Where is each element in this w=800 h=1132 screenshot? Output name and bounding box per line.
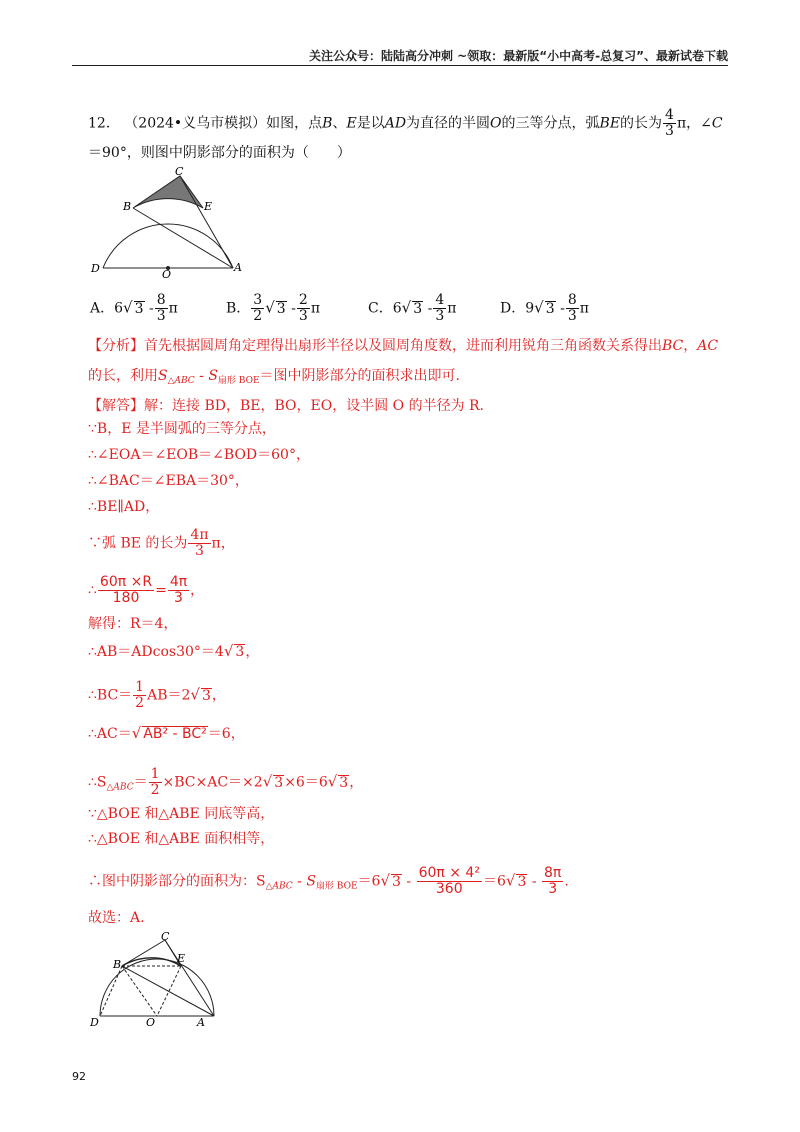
radical-sign: √: [380, 871, 390, 890]
solution-line-13: ∵△BOE 和△ABE 同底等高，: [88, 806, 275, 822]
minus-sign: -: [291, 300, 296, 317]
semicircle-arc: [103, 224, 233, 268]
fraction: [433, 293, 446, 324]
solution-line-6: [88, 528, 235, 559]
pi-symbol: π: [168, 300, 178, 317]
radical-sign: √: [190, 685, 200, 704]
q-text: O: [490, 115, 502, 132]
label-o: O: [162, 268, 172, 280]
solution-text: ×6＝6: [284, 774, 328, 791]
radicand: 3: [545, 300, 555, 317]
radicand: 3: [517, 873, 527, 890]
denominator: 3: [665, 123, 674, 139]
fraction: [542, 866, 563, 897]
radicand: 3: [392, 873, 401, 890]
fraction: [188, 528, 210, 559]
solution-line-4: ∴∠BAC＝∠EBA＝30°，: [88, 473, 249, 489]
solution-line-2: ∵B，E 是半圆弧的三等分点，: [88, 421, 276, 437]
fraction: [566, 293, 579, 324]
q-text: （2024•义乌市模拟）如图，点: [124, 115, 323, 132]
analysis-text: BC: [662, 338, 684, 354]
fraction: [98, 575, 154, 606]
solution-line-9: [88, 642, 259, 661]
solution-text: ∴S: [88, 774, 107, 791]
option-d[interactable]: [500, 293, 589, 324]
numerator: 8: [156, 292, 166, 308]
segment-ba: [133, 208, 233, 268]
option-coef: 6: [114, 300, 124, 317]
denominator: 2: [150, 782, 160, 798]
question-line-2: ＝90°，则图中阴影部分的面积为（ ）: [88, 145, 351, 161]
solution-text: ＝6，: [207, 726, 245, 742]
q-text: BE: [599, 115, 621, 132]
fraction: [149, 767, 162, 798]
option-b[interactable]: [226, 293, 320, 324]
question-number: 12．: [88, 115, 120, 132]
numerator: 4: [435, 292, 445, 308]
analysis-line-2: [88, 367, 460, 390]
analysis-text: ，: [683, 338, 698, 354]
option-label: D．: [500, 300, 526, 317]
radical-sign: √: [223, 642, 234, 660]
solution-text: ，: [211, 687, 226, 704]
q-text: B: [322, 115, 333, 132]
minus-sign: -: [427, 300, 433, 317]
denominator: 2: [135, 695, 145, 711]
pi-symbol: π: [579, 300, 589, 317]
denominator: 3: [174, 590, 183, 606]
denominator: 360: [435, 881, 463, 897]
solution-line-1: [88, 397, 484, 415]
fraction: [133, 680, 146, 711]
option-label: A．: [90, 300, 115, 317]
numerator: 4π: [190, 527, 209, 543]
numerator: 60π × 4²: [418, 865, 480, 881]
solution-text: ＝6: [357, 873, 381, 890]
analysis-text: S: [158, 368, 168, 384]
denominator: 180: [112, 590, 140, 606]
q-text: 的三等分点，弧: [501, 115, 600, 132]
label-d: D: [91, 262, 100, 275]
page-header: 关注公众号：陆陆高分冲刺 ~领取：最新版“小中高考-总复习”、最新试卷下载: [309, 49, 728, 63]
analysis-text: 的长，利用: [88, 368, 158, 384]
radical-sign: √: [131, 724, 142, 742]
label-e: E: [177, 952, 186, 965]
fraction: [168, 575, 189, 606]
numerator: 8π: [544, 865, 562, 881]
solution-line-7: [88, 575, 204, 606]
radicand: 3: [134, 300, 144, 317]
question-line-1: [88, 108, 723, 139]
solution-text: ∴BC＝: [88, 687, 133, 704]
fraction: [155, 293, 168, 324]
radical-sign: √: [505, 871, 516, 890]
fraction: [297, 293, 310, 324]
solution-text: ∴AB＝ADcos30°＝4: [88, 644, 224, 660]
radical-sign: √: [262, 772, 273, 791]
solution-line-11: [88, 724, 245, 743]
solution-text: ∵弧 BE 的长为: [88, 535, 188, 552]
solution-text: ＝6: [482, 873, 506, 890]
label-d: D: [90, 1016, 99, 1028]
segment-eo: [157, 966, 181, 1016]
denominator: 3: [435, 308, 445, 324]
solution-text: 解：连接 BD，BE，BO，EO，设半圆 O 的半径为 R.: [144, 398, 485, 414]
option-coef: 6: [392, 300, 402, 317]
solution-text: ∴图中阴影部分的面积为：S: [88, 873, 266, 890]
radicand: 3: [201, 687, 211, 704]
analysis-text: 首先根据圆周角定理得出扇形半径以及圆周角度数，进而利用锐角三角函数关系得出: [144, 338, 662, 354]
solution-figure: [85, 928, 225, 1028]
subscript: △ABC: [106, 782, 134, 793]
label-e: E: [204, 200, 213, 213]
fraction: [417, 866, 482, 897]
solution-text: AB＝2: [147, 687, 191, 704]
option-label: B．: [226, 300, 251, 317]
pi-symbol: π: [310, 300, 321, 317]
radical-sign: √: [265, 298, 275, 317]
solution-text: ∴AC＝: [88, 726, 132, 742]
solution-text: ＝: [133, 774, 148, 791]
denominator: 3: [548, 881, 558, 897]
analysis-text: AC: [697, 338, 719, 354]
option-c[interactable]: [368, 293, 456, 324]
radicand: 3: [276, 300, 286, 317]
radicand: 3: [339, 774, 349, 791]
denominator: 2: [253, 308, 263, 324]
solution-text: ∴: [88, 582, 97, 599]
analysis-text: ＝图中阴影部分的面积求出即可.: [259, 368, 460, 384]
shaded-region: [133, 176, 203, 208]
numerator: 4π: [169, 574, 188, 590]
analysis-line-1: [88, 337, 718, 355]
solution-line-5: ∴BE∥AD，: [88, 499, 160, 515]
denominator: 3: [298, 308, 308, 324]
solution-line-16: 故选：A.: [88, 910, 145, 926]
question-figure: [85, 165, 245, 280]
page-number: 92: [72, 1070, 86, 1083]
solution-text: ×BC×AC＝×2: [162, 774, 263, 791]
denominator: 3: [195, 543, 204, 559]
fraction: [663, 108, 676, 139]
label-b: B: [123, 200, 132, 213]
fraction: [251, 293, 264, 324]
option-label: C．: [368, 300, 393, 317]
solution-text: =: [155, 582, 167, 599]
subscript: △ABC: [265, 881, 293, 892]
solution-line-14: ∴△BOE 和△ABE 面积相等，: [88, 831, 275, 847]
label-b: B: [113, 958, 122, 971]
solution-text: ，: [190, 582, 205, 599]
solution-line-8: 解得：R＝4，: [88, 616, 178, 632]
q-text: 是以: [356, 115, 385, 132]
q-text: E: [346, 115, 357, 132]
label-o: O: [146, 1016, 156, 1028]
radical-sign: √: [534, 298, 544, 317]
label-c: C: [175, 165, 184, 178]
segment-ba: [122, 966, 214, 1016]
solution-text: π，: [211, 535, 235, 552]
radicand: 3: [274, 774, 284, 791]
solution-text: ，: [245, 644, 260, 660]
subscript: 扇形 BOE: [217, 376, 260, 386]
numerator: 3: [253, 292, 263, 308]
numerator: 1: [135, 679, 145, 695]
q-text: AD: [384, 115, 407, 132]
subscript: △ABC: [167, 376, 195, 386]
solution-line-12: [88, 767, 363, 798]
option-a[interactable]: [90, 293, 178, 324]
solution-text: -: [527, 873, 542, 890]
option-coef: 9: [525, 300, 535, 317]
radicand: 3: [235, 644, 245, 660]
solution-line-3: ∴∠EOA＝∠EOB＝∠BOD＝60°，: [88, 447, 310, 463]
radicand: 3: [413, 300, 423, 317]
analysis-tag: 【分析】: [88, 338, 144, 354]
segment-ca: [180, 176, 233, 268]
q-text: C: [711, 115, 723, 132]
minus-sign: -: [560, 300, 565, 317]
minus-sign: -: [148, 300, 154, 317]
radical-sign: √: [327, 772, 338, 791]
q-text: 为直径的半圆: [406, 115, 491, 132]
q-text: 、: [332, 115, 347, 132]
segment-ca: [165, 940, 214, 1016]
numerator: 4: [665, 107, 674, 123]
label-a: A: [234, 261, 242, 274]
subscript: 扇形 BOE: [315, 881, 358, 892]
numerator: 8: [567, 292, 577, 308]
solution-text: .: [564, 873, 569, 890]
segment-bo: [122, 966, 157, 1016]
solution-line-15: [88, 866, 569, 897]
solution-tag: 【解答】: [88, 398, 144, 414]
label-a: A: [197, 1016, 205, 1028]
radical-sign: √: [401, 298, 412, 317]
denominator: 3: [567, 308, 577, 324]
solution-text: ，: [349, 774, 364, 791]
q-text: ，∠: [686, 115, 712, 132]
numerator: 2: [298, 292, 308, 308]
radicand: AB² - BC²: [143, 726, 207, 742]
numerator: 1: [150, 766, 160, 782]
solution-text: - S: [292, 873, 316, 890]
solution-line-10: [88, 680, 226, 711]
q-text: 的长为: [620, 115, 663, 132]
pi-symbol: π: [447, 300, 457, 317]
header-rule: [72, 65, 728, 66]
q-text: π: [676, 115, 687, 132]
denominator: 3: [156, 308, 166, 324]
radical-sign: √: [123, 298, 133, 317]
numerator: 60π ×R: [99, 574, 153, 590]
solution-text: -: [401, 873, 416, 890]
label-c: C: [161, 930, 170, 943]
analysis-text: - S: [194, 368, 218, 384]
